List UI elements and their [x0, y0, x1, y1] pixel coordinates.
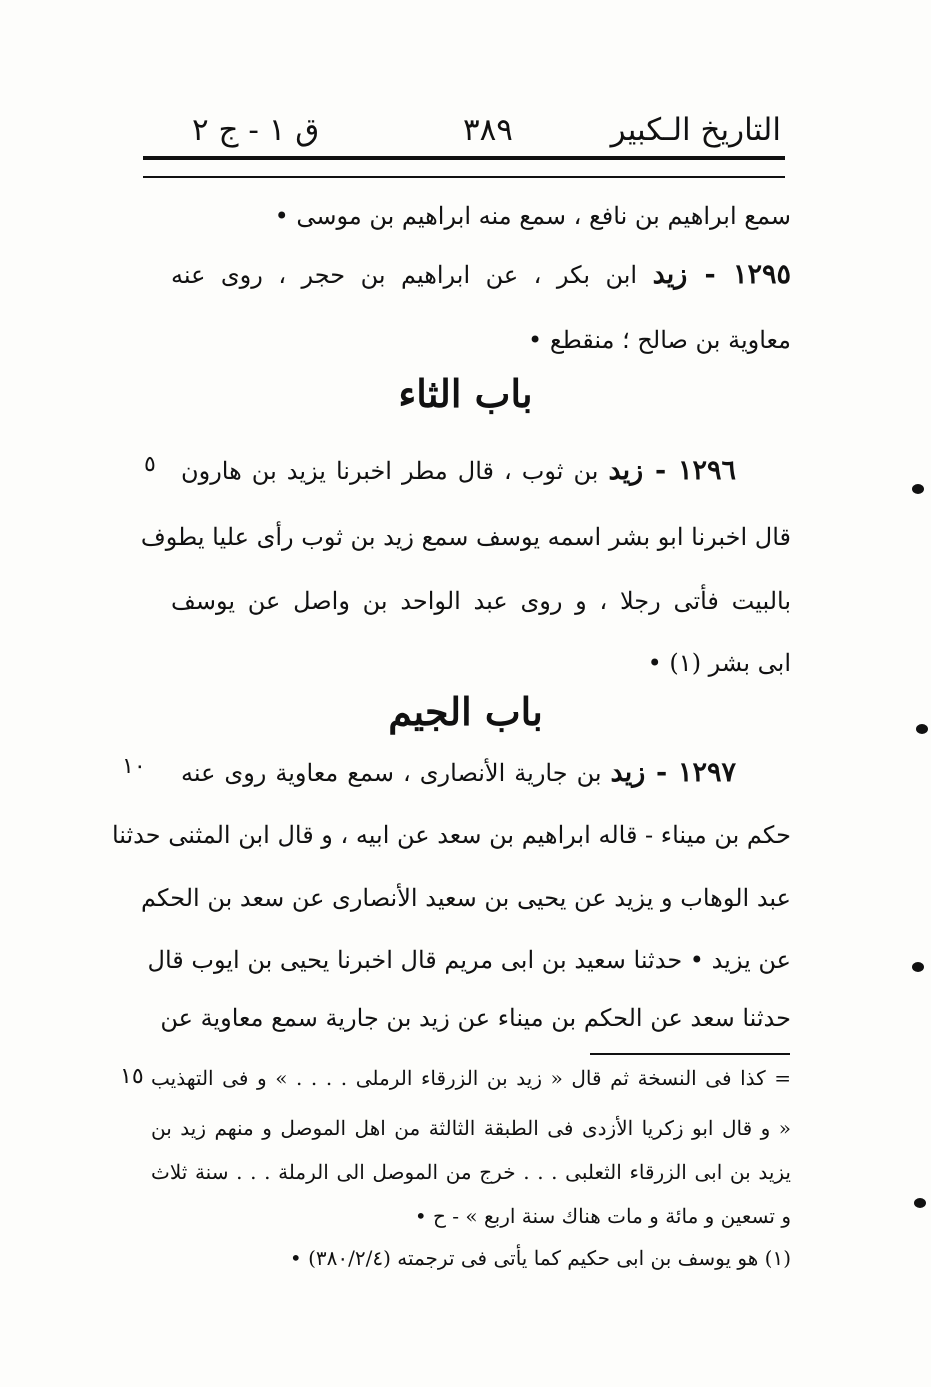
entry-number: ١٢٩٦ - زيد: [608, 455, 736, 486]
text-line: حدثنا سعد عن الحكم بن ميناء عن زيد بن جارية سمع معاوية عن: [160, 1004, 791, 1032]
scan-mark: [912, 484, 924, 494]
entry-text: بن ثوب ، قال مطر اخبرنا يزيد بن هارون: [181, 457, 599, 485]
section-heading-jim: باب الجيم: [388, 689, 543, 734]
footnote-line: (١) هو يوسف بن ابى حكيم كما يأتى فى ترجمته (٣٨٠/٢/٤) •: [289, 1246, 791, 1270]
volume-part: ق ١ - ج ٢: [192, 112, 320, 148]
entry-1297-line: [181, 750, 736, 796]
text-line: قال اخبرنا ابو بشر اسمه يوسف سمع زيد بن ثوب رأى عليا يطوف: [140, 523, 791, 551]
running-title: التاريخ الـكبير: [610, 112, 781, 148]
text-line: بالبيت فأتى رجلا ، و روى عبد الواحد بن واصل عن يوسف: [171, 587, 791, 615]
margin-line-number: ٥: [144, 452, 156, 477]
entry-1296-line: [181, 448, 736, 494]
entry-text: ابن بكر ، عن ابراهيم بن حجر ، روى عنه: [171, 261, 638, 289]
footnote-line: = كذا فى النسخة ثم قال « زيد بن الزرقاء الرملى . . . . » و فى التهذيب: [151, 1066, 791, 1090]
header-rule-thick: [143, 156, 785, 160]
footnote-line: و تسعين و مائة و مات هناك سنة اربع » - ح •: [414, 1204, 791, 1228]
margin-line-number: ١٥: [120, 1064, 144, 1089]
text-line: عبد الوهاب و يزيد عن يحيى بن سعيد الأنصارى عن سعد بن الحكم: [141, 884, 791, 912]
entry-number: ١٢٩٥ - زيد: [652, 259, 791, 290]
page-number: ٣٨٩: [463, 112, 513, 148]
footnote-line: يزيد بن ابى الزرقاء الثعلبى . . . خرج من الموصل الى الرملة . . . سنة ثلاث: [151, 1160, 791, 1184]
scan-mark: [914, 1198, 926, 1208]
text-line: معاوية بن صالح ؛ منقطع •: [528, 326, 791, 354]
text-line: ابى بشر (١) •: [647, 649, 791, 677]
entry-number: ١٢٩٧ - زيد: [610, 757, 736, 788]
footnote-rule: [590, 1053, 790, 1055]
entry-text: بن جارية الأنصارى ، سمع معاوية روى عنه: [181, 759, 602, 787]
header-rule-thin: [143, 176, 785, 178]
section-heading-tha: باب الثاء: [398, 371, 533, 416]
text-line: سمع ابراهيم بن نافع ، سمع منه ابراهيم بن موسى •: [274, 202, 791, 230]
text-line: عن يزيد • حدثنا سعيد بن ابى مريم قال اخبرنا يحيى بن ايوب قال: [147, 946, 791, 974]
margin-line-number: ١٠: [122, 754, 146, 779]
text-line: حكم بن ميناء - قاله ابراهيم بن سعد عن ابيه ، و قال ابن المثنى حدثنا: [111, 821, 791, 849]
footnote-line: « و قال ابو زكريا الأزدى فى الطبقة الثالثة من اهل الموصل و منهم زيد بن: [151, 1116, 791, 1140]
scan-mark: [912, 962, 924, 972]
scan-mark: [916, 724, 928, 734]
entry-1295-line: [171, 252, 791, 298]
